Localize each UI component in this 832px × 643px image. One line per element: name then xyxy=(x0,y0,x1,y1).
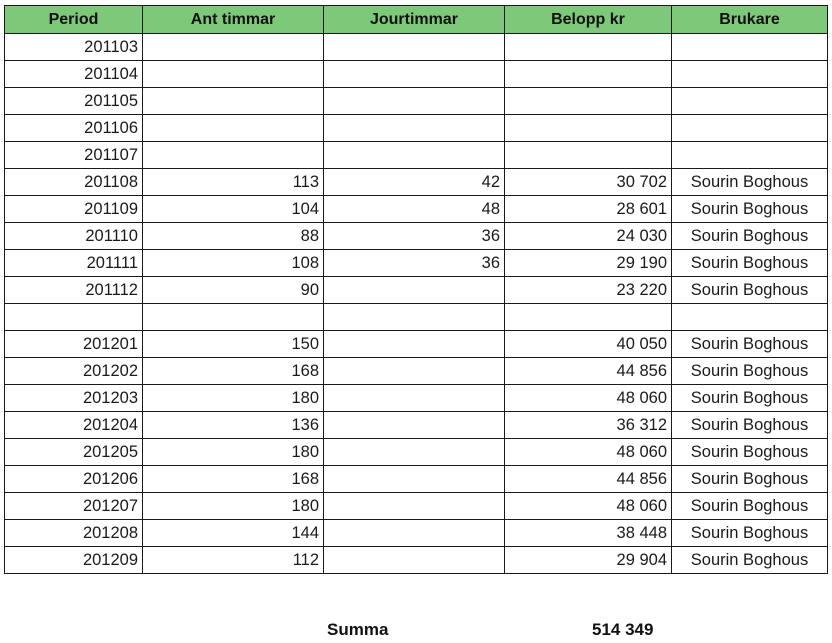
cell-period: 201208 xyxy=(5,520,143,547)
cell-brukare: Sourin Boghous xyxy=(672,412,828,439)
cell-brukare: Sourin Boghous xyxy=(672,493,828,520)
table-row xyxy=(5,412,828,439)
cell-ant-timmar: 88 xyxy=(143,223,324,250)
summa-value: 514 349 xyxy=(592,620,654,639)
table-row xyxy=(5,520,828,547)
cell-brukare: Sourin Boghous xyxy=(672,358,828,385)
billing-table xyxy=(4,5,828,574)
header-row xyxy=(5,6,828,34)
cell-brukare xyxy=(672,304,828,331)
cell-period: 201203 xyxy=(5,385,143,412)
cell-period: 201207 xyxy=(5,493,143,520)
cell-brukare: Sourin Boghous xyxy=(672,547,828,574)
cell-ant-timmar: 180 xyxy=(143,439,324,466)
cell-ant-timmar xyxy=(143,88,324,115)
cell-belopp-kr: 44 856 xyxy=(505,358,672,385)
cell-period: 201104 xyxy=(5,61,143,88)
table-row xyxy=(5,250,828,277)
cell-period: 201209 xyxy=(5,547,143,574)
table-body xyxy=(5,34,828,574)
cell-belopp-kr: 23 220 xyxy=(505,277,672,304)
cell-belopp-kr: 30 702 xyxy=(505,169,672,196)
table-row xyxy=(5,358,828,385)
cell-brukare: Sourin Boghous xyxy=(672,385,828,412)
table-row xyxy=(5,169,828,196)
cell-jourtimmar: 48 xyxy=(324,196,505,223)
cell-ant-timmar: 104 xyxy=(143,196,324,223)
cell-belopp-kr: 40 050 xyxy=(505,331,672,358)
cell-ant-timmar: 144 xyxy=(143,520,324,547)
cell-brukare: Sourin Boghous xyxy=(672,439,828,466)
cell-belopp-kr: 48 060 xyxy=(505,385,672,412)
cell-jourtimmar xyxy=(324,61,505,88)
cell-jourtimmar xyxy=(324,412,505,439)
cell-brukare: Sourin Boghous xyxy=(672,169,828,196)
cell-period: 201109 xyxy=(5,196,143,223)
cell-brukare: Sourin Boghous xyxy=(672,331,828,358)
cell-ant-timmar: 136 xyxy=(143,412,324,439)
column-header-belopp-kr: Belopp kr xyxy=(505,6,672,34)
cell-belopp-kr: 29 904 xyxy=(505,547,672,574)
column-header-period: Period xyxy=(5,6,143,34)
cell-ant-timmar: 168 xyxy=(143,358,324,385)
cell-jourtimmar xyxy=(324,331,505,358)
cell-period xyxy=(5,304,143,331)
cell-jourtimmar xyxy=(324,358,505,385)
cell-jourtimmar xyxy=(324,88,505,115)
cell-jourtimmar xyxy=(324,304,505,331)
table-row xyxy=(5,439,828,466)
cell-brukare xyxy=(672,115,828,142)
cell-belopp-kr: 36 312 xyxy=(505,412,672,439)
cell-belopp-kr xyxy=(505,142,672,169)
table-row xyxy=(5,223,828,250)
cell-belopp-kr: 29 190 xyxy=(505,250,672,277)
cell-jourtimmar xyxy=(324,466,505,493)
cell-period: 201106 xyxy=(5,115,143,142)
summa-label: Summa xyxy=(327,620,389,639)
cell-belopp-kr: 28 601 xyxy=(505,196,672,223)
cell-jourtimmar xyxy=(324,439,505,466)
table-row xyxy=(5,88,828,115)
cell-brukare: Sourin Boghous xyxy=(672,466,828,493)
table-row xyxy=(5,61,828,88)
cell-ant-timmar: 150 xyxy=(143,331,324,358)
cell-jourtimmar xyxy=(324,520,505,547)
cell-belopp-kr xyxy=(505,115,672,142)
cell-ant-timmar xyxy=(143,142,324,169)
cell-belopp-kr: 38 448 xyxy=(505,520,672,547)
cell-belopp-kr xyxy=(505,34,672,61)
column-header-ant-timmar: Ant timmar xyxy=(143,6,324,34)
cell-jourtimmar xyxy=(324,385,505,412)
cell-period: 201206 xyxy=(5,466,143,493)
cell-period: 201201 xyxy=(5,331,143,358)
cell-brukare xyxy=(672,88,828,115)
cell-belopp-kr xyxy=(505,61,672,88)
cell-jourtimmar xyxy=(324,493,505,520)
cell-brukare: Sourin Boghous xyxy=(672,196,828,223)
cell-period: 201111 xyxy=(5,250,143,277)
cell-period: 201108 xyxy=(5,169,143,196)
cell-brukare xyxy=(672,142,828,169)
table-row xyxy=(5,304,828,331)
cell-belopp-kr: 48 060 xyxy=(505,439,672,466)
table-row xyxy=(5,34,828,61)
cell-period: 201107 xyxy=(5,142,143,169)
table-row xyxy=(5,331,828,358)
cell-ant-timmar: 180 xyxy=(143,385,324,412)
cell-ant-timmar: 108 xyxy=(143,250,324,277)
column-header-jourtimmar: Jourtimmar xyxy=(324,6,505,34)
cell-jourtimmar xyxy=(324,547,505,574)
table-row xyxy=(5,385,828,412)
cell-ant-timmar xyxy=(143,304,324,331)
cell-period: 201112 xyxy=(5,277,143,304)
cell-period: 201202 xyxy=(5,358,143,385)
cell-period: 201204 xyxy=(5,412,143,439)
cell-ant-timmar xyxy=(143,34,324,61)
table-row xyxy=(5,277,828,304)
cell-period: 201105 xyxy=(5,88,143,115)
table-row xyxy=(5,547,828,574)
table-row xyxy=(5,142,828,169)
cell-period: 201110 xyxy=(5,223,143,250)
cell-ant-timmar: 180 xyxy=(143,493,324,520)
cell-belopp-kr: 48 060 xyxy=(505,493,672,520)
table-row xyxy=(5,196,828,223)
cell-jourtimmar xyxy=(324,34,505,61)
cell-belopp-kr xyxy=(505,304,672,331)
cell-belopp-kr: 44 856 xyxy=(505,466,672,493)
cell-brukare: Sourin Boghous xyxy=(672,223,828,250)
cell-jourtimmar xyxy=(324,142,505,169)
cell-belopp-kr xyxy=(505,88,672,115)
cell-ant-timmar: 112 xyxy=(143,547,324,574)
cell-brukare: Sourin Boghous xyxy=(672,277,828,304)
cell-ant-timmar: 168 xyxy=(143,466,324,493)
table-row xyxy=(5,115,828,142)
cell-belopp-kr: 24 030 xyxy=(505,223,672,250)
cell-period: 201103 xyxy=(5,34,143,61)
cell-ant-timmar xyxy=(143,115,324,142)
column-header-brukare: Brukare xyxy=(672,6,828,34)
cell-jourtimmar xyxy=(324,277,505,304)
cell-period: 201205 xyxy=(5,439,143,466)
cell-jourtimmar: 36 xyxy=(324,223,505,250)
table-row xyxy=(5,493,828,520)
cell-jourtimmar xyxy=(324,115,505,142)
table-row xyxy=(5,466,828,493)
cell-jourtimmar: 42 xyxy=(324,169,505,196)
cell-brukare: Sourin Boghous xyxy=(672,250,828,277)
cell-jourtimmar: 36 xyxy=(324,250,505,277)
cell-ant-timmar xyxy=(143,61,324,88)
cell-ant-timmar: 90 xyxy=(143,277,324,304)
cell-ant-timmar: 113 xyxy=(143,169,324,196)
cell-brukare xyxy=(672,34,828,61)
cell-brukare xyxy=(672,61,828,88)
cell-brukare: Sourin Boghous xyxy=(672,520,828,547)
